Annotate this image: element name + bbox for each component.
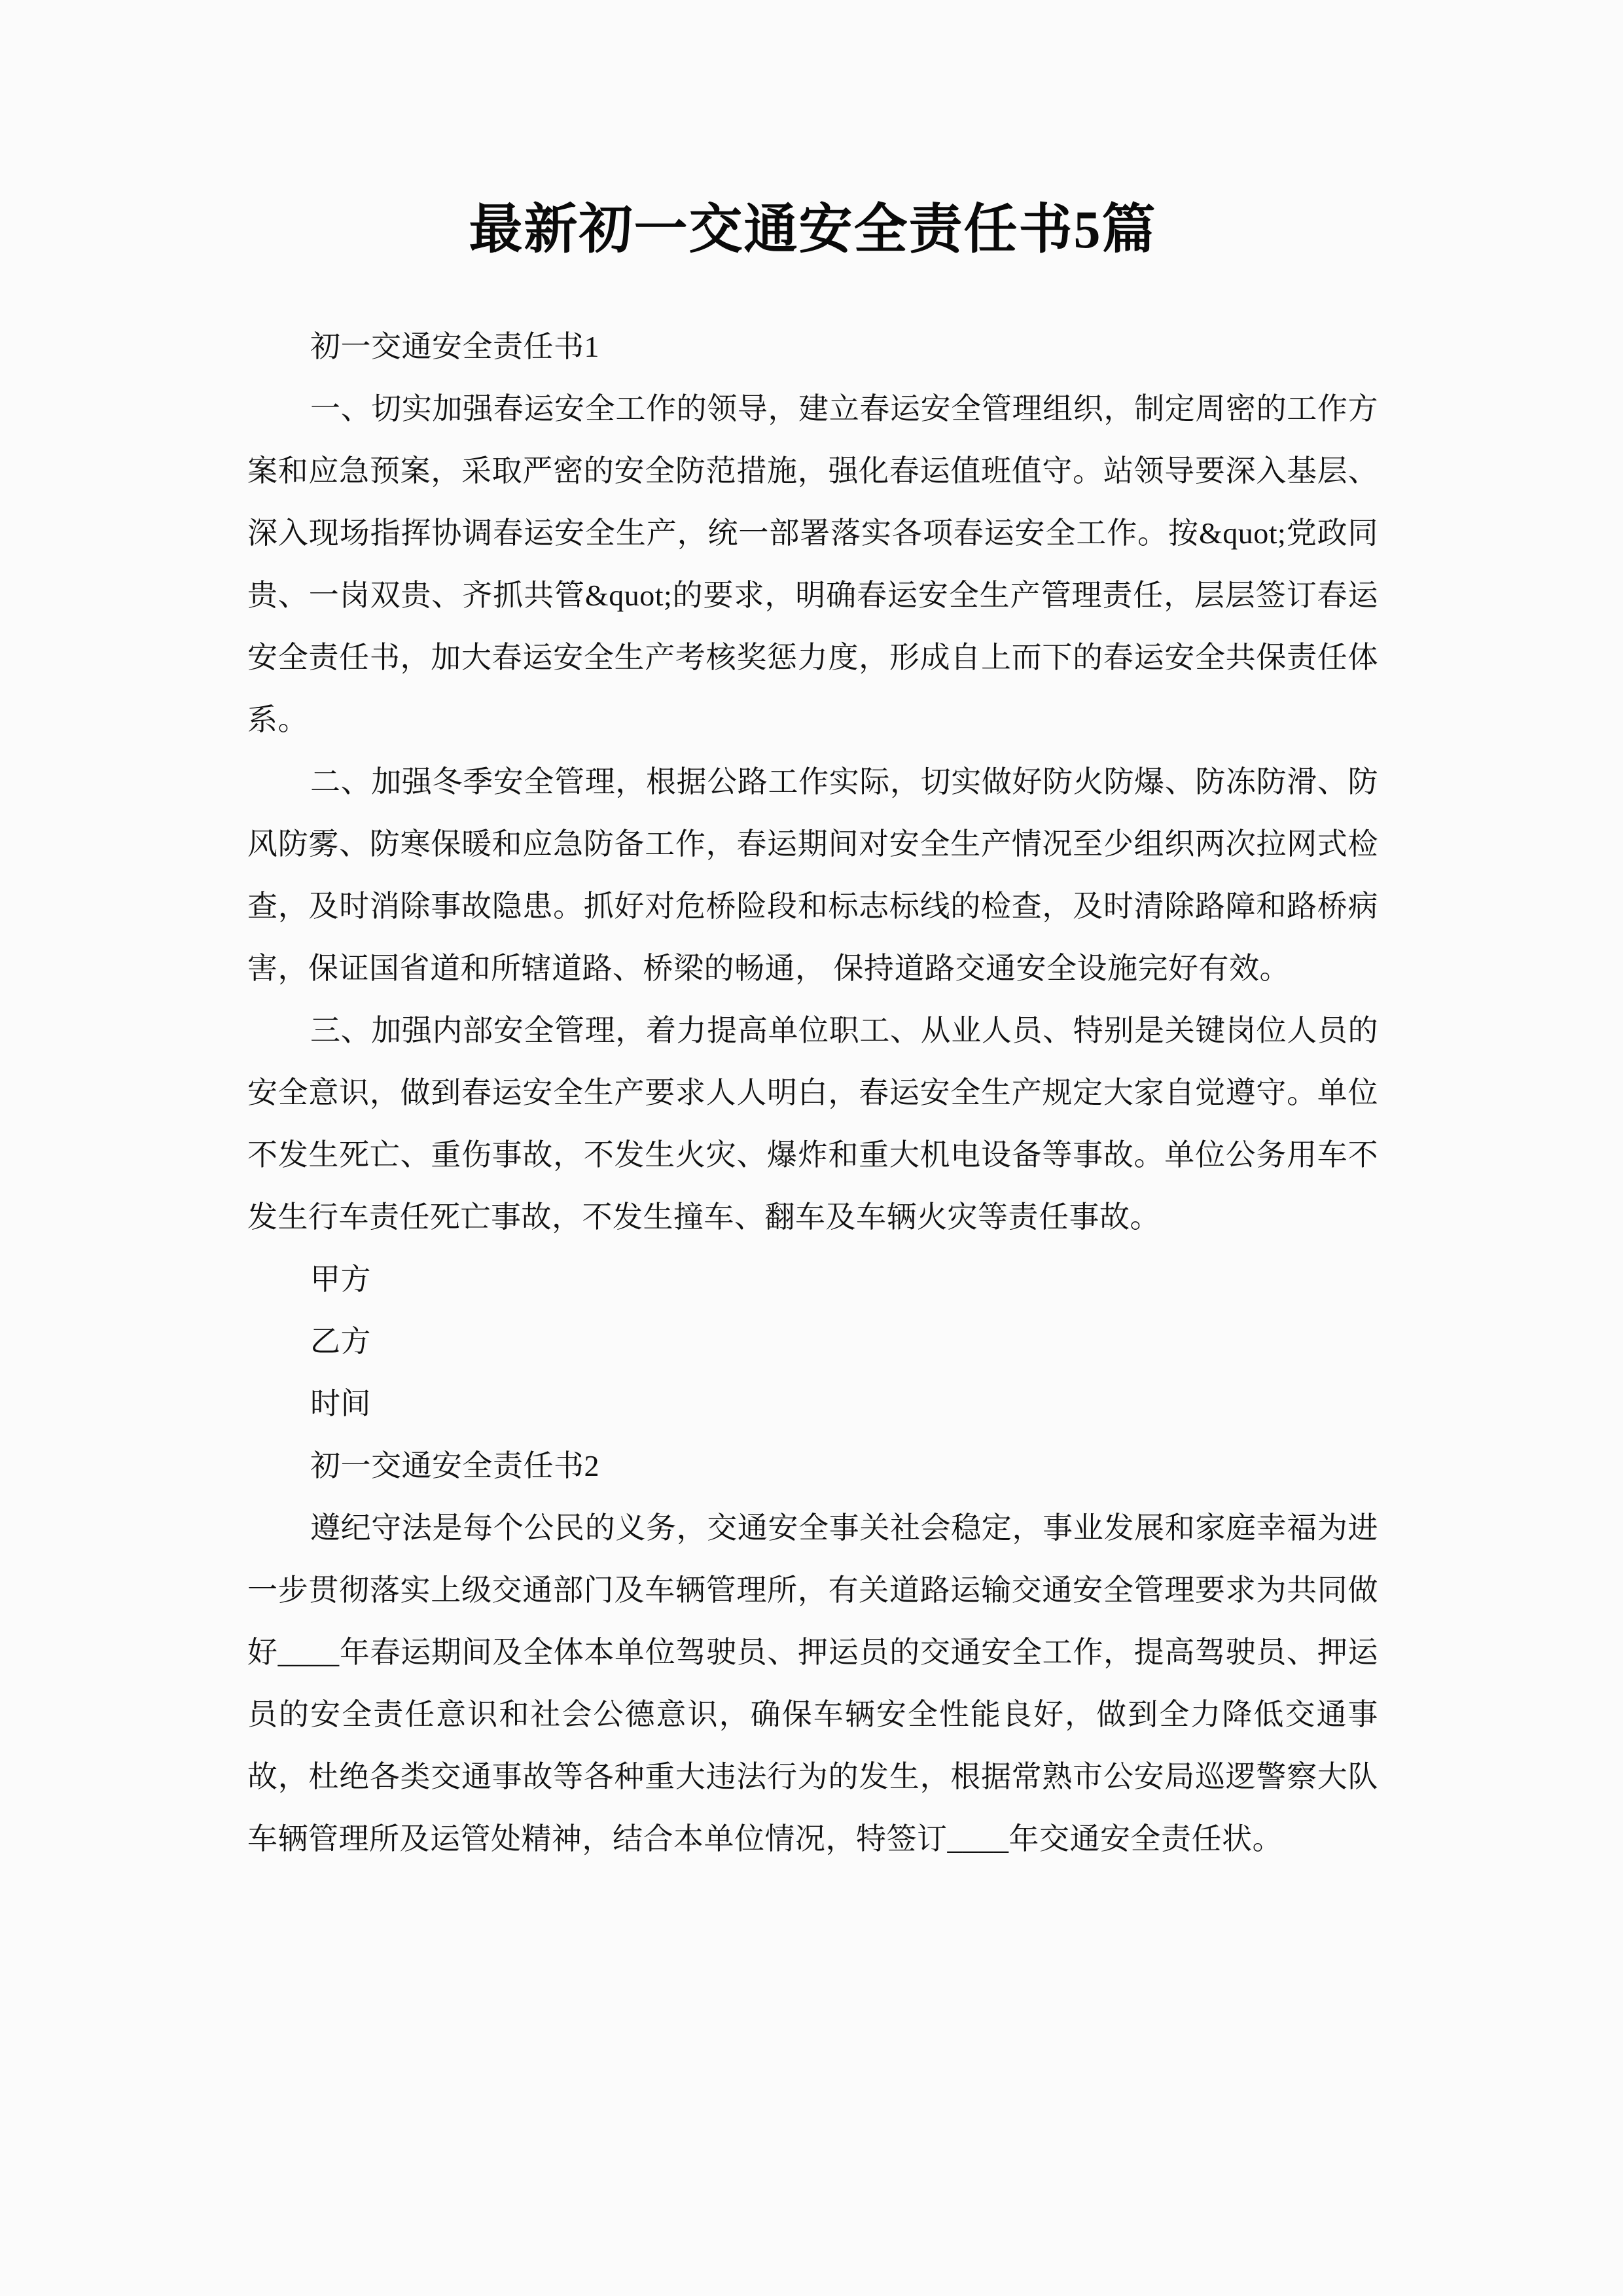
section-1-paragraph-3: 三、加强内部安全管理，着力提高单位职工、从业人员、特别是关键岗位人员的安全意识，做到春运安全生产要求人人明白，春运安全生产规定大家自觉遵守。单位不发生死亡、重伤事故，不发生火灾、爆炸和重大机电设备等事故。单位公务用车不发生行车责任死亡事故，不发生撞车、翻车及车辆火灾等责任事故。 bbox=[247, 1014, 1378, 1234]
section-2-paragraph-1: 遵纪守法是每个公民的义务，交通安全事关社会稳定，事业发展和家庭幸福为进一步贯彻落实上级交通部门及车辆管理所，有关道路运输交通安全管理要求为共同做好____年春运期间及全体本单位驾驶员、押运员的交通安全工作，提高驾驶员、押运员的安全责任意识和社会公德意识，确保车辆安全性能良好，做到全力降低交通事故，杜绝各类交通事故等各种重大违法行为的发生，根据常熟市公安局巡逻警察大队车辆管理所及运管处精神，结合本单位情况，特签订____年交通安全责任状。 bbox=[247, 1511, 1378, 1856]
signature-line-party-a: 甲方 bbox=[310, 1263, 371, 1297]
section-heading-2: 初一交通安全责任书2 bbox=[310, 1449, 599, 1483]
signature-line-party-b: 乙方 bbox=[310, 1325, 371, 1359]
document-body bbox=[247, 315, 1378, 1870]
section-heading-1: 初一交通安全责任书1 bbox=[310, 330, 599, 364]
signature-line-date: 时间 bbox=[310, 1387, 371, 1421]
section-1-paragraph-2: 二、加强冬季安全管理，根据公路工作实际，切实做好防火防爆、防冻防滑、防风防雾、防寒保暖和应急防备工作，春运期间对安全生产情况至少组织两次拉网式检查，及时消除事故隐患。抓好对危桥险段和标志标线的检查，及时清除路障和路桥病害，保证国省道和所辖道路、桥梁的畅通， 保持道路交通安全设施完好有效。 bbox=[247, 765, 1378, 986]
section-1-paragraph-1: 一、切实加强春运安全工作的领导，建立春运安全管理组织，制定周密的工作方案和应急预案，采取严密的安全防范措施，强化春运值班值守。站领导要深入基层、深入现场指挥协调春运安全生产，统一部署落实各项春运安全工作。按&quot;党政同贵、一岗双贵、齐抓共管&quot;的要求，明确春运安全生产管理责任，层层签订春运安全责任书，加大春运安全生产考核奖惩力度，形成自上而下的春运安全共保责任体系。 bbox=[247, 392, 1378, 737]
page-title: 最新初一交通安全责任书5篇 bbox=[469, 200, 1157, 259]
page-content bbox=[247, 0, 1378, 1870]
